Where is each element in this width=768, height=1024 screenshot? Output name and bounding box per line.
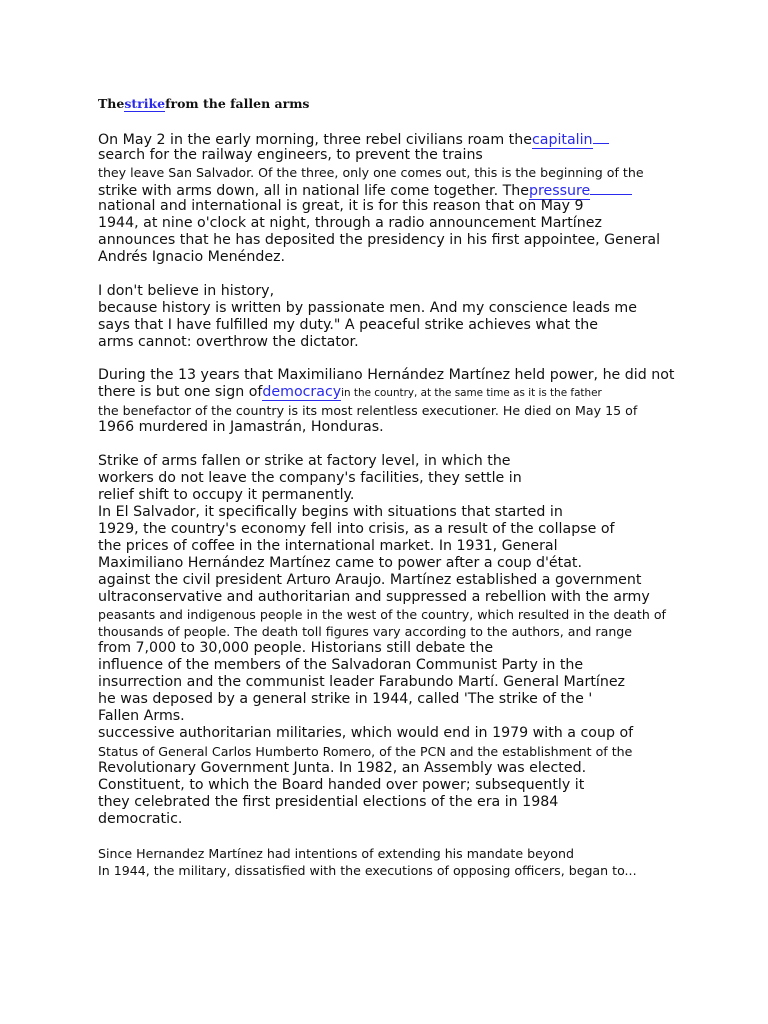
text-line: influence of the members of the Salvadoran Communist Party in the bbox=[98, 657, 584, 673]
text-line: thousands of people. The death toll figures vary according to the authors, and range bbox=[98, 624, 633, 639]
text-line: says that I have fulfilled my duty." A peaceful strike achieves what the bbox=[98, 317, 599, 333]
text-line: insurrection and the communist leader Farabundo Martí. General Martínez bbox=[98, 674, 626, 690]
text-line: against the civil president Arturo Araujo. Martínez established a government bbox=[98, 572, 642, 588]
text-line: strike with arms down, all in national life come together. Thepressure bbox=[98, 181, 632, 200]
link-pressure[interactable]: pressure bbox=[528, 183, 591, 199]
text-line: 1929, the country's economy fell into crisis, as a result of the collapse of bbox=[98, 521, 615, 537]
text-line: Constituent, to which the Board handed over power; subsequently it bbox=[98, 777, 585, 793]
text-line: Maximiliano Hernández Martínez came to power after a coup d'état. bbox=[98, 555, 582, 571]
text-line: because history is written by passionate men. And my conscience leads me bbox=[98, 300, 637, 316]
text-line: Status of General Carlos Humberto Romero, of the PCN and the establishment of the bbox=[98, 744, 633, 759]
title-suffix: from the fallen arms bbox=[165, 96, 310, 111]
text-line: Fallen Arms. bbox=[98, 708, 185, 724]
link-capital[interactable]: capital bbox=[531, 132, 580, 148]
text-line: workers do not leave the company's facilities, they settle in bbox=[98, 470, 522, 486]
text-line: In El Salvador, it specifically begins with situations that started in bbox=[98, 504, 563, 520]
text-line: the prices of coffee in the international market. In 1931, General bbox=[98, 538, 558, 554]
text-line: 1966 murdered in Jamastrán, Honduras. bbox=[98, 419, 384, 435]
link-capital-tail[interactable]: in bbox=[579, 132, 593, 148]
text-line: search for the railway engineers, to prevent the trains bbox=[98, 147, 483, 163]
text-line: announces that he has deposited the presidency in his first appointee, General bbox=[98, 232, 661, 248]
text-line: Revolutionary Government Junta. In 1982, an Assembly was elected. bbox=[98, 760, 587, 776]
title-prefix: The bbox=[98, 96, 125, 111]
document-title bbox=[98, 96, 309, 111]
text-line: On May 2 in the early morning, three rebel civilians roam thecapitalin bbox=[98, 130, 609, 149]
title-link-strike[interactable]: strike bbox=[124, 96, 166, 111]
text-line: they celebrated the first presidential elections of the era in 1984 bbox=[98, 794, 559, 810]
text-line: ultraconservative and authoritarian and suppressed a rebellion with the army bbox=[98, 589, 650, 605]
text-line: democratic. bbox=[98, 811, 183, 827]
text-line: During the 13 years that Maximiliano Hernández Martínez held power, he did not bbox=[98, 367, 675, 383]
link-democracy[interactable]: democracy bbox=[262, 384, 342, 400]
text-line: arms cannot: overthrow the dictator. bbox=[98, 334, 359, 350]
text-line: the benefactor of the country is its most relentless executioner. He died on May 15 of bbox=[98, 403, 638, 418]
text-line: In 1944, the military, dissatisfied with the executions of opposing officers, began to... bbox=[98, 863, 637, 878]
text-line: he was deposed by a general strike in 1944, called 'The strike of the ' bbox=[98, 691, 593, 707]
text-line: they leave San Salvador. Of the three, only one comes out, this is the beginning of the bbox=[98, 165, 644, 180]
text-line: Andrés Ignacio Menéndez. bbox=[98, 249, 286, 265]
text-line: from 7,000 to 30,000 people. Historians still debate the bbox=[98, 640, 494, 656]
text-line: Strike of arms fallen or strike at factory level, in which the bbox=[98, 453, 511, 469]
text-line: national and international is great, it is for this reason that on May 9 bbox=[98, 198, 584, 214]
text-line: there is but one sign ofdemocracyin the country, at the same time as it is the father bbox=[98, 384, 602, 400]
text-line: peasants and indigenous people in the west of the country, which resulted in the death of bbox=[98, 607, 666, 622]
text-line: relief shift to occupy it permanently. bbox=[98, 487, 355, 503]
text-line: 1944, at nine o'clock at night, through a radio announcement Martínez bbox=[98, 215, 602, 231]
text-line: Since Hernandez Martínez had intentions of extending his mandate beyond bbox=[98, 846, 574, 861]
text-line: I don't believe in history, bbox=[98, 283, 275, 299]
text-line: successive authoritarian militaries, which would end in 1979 with a coup of bbox=[98, 725, 634, 741]
